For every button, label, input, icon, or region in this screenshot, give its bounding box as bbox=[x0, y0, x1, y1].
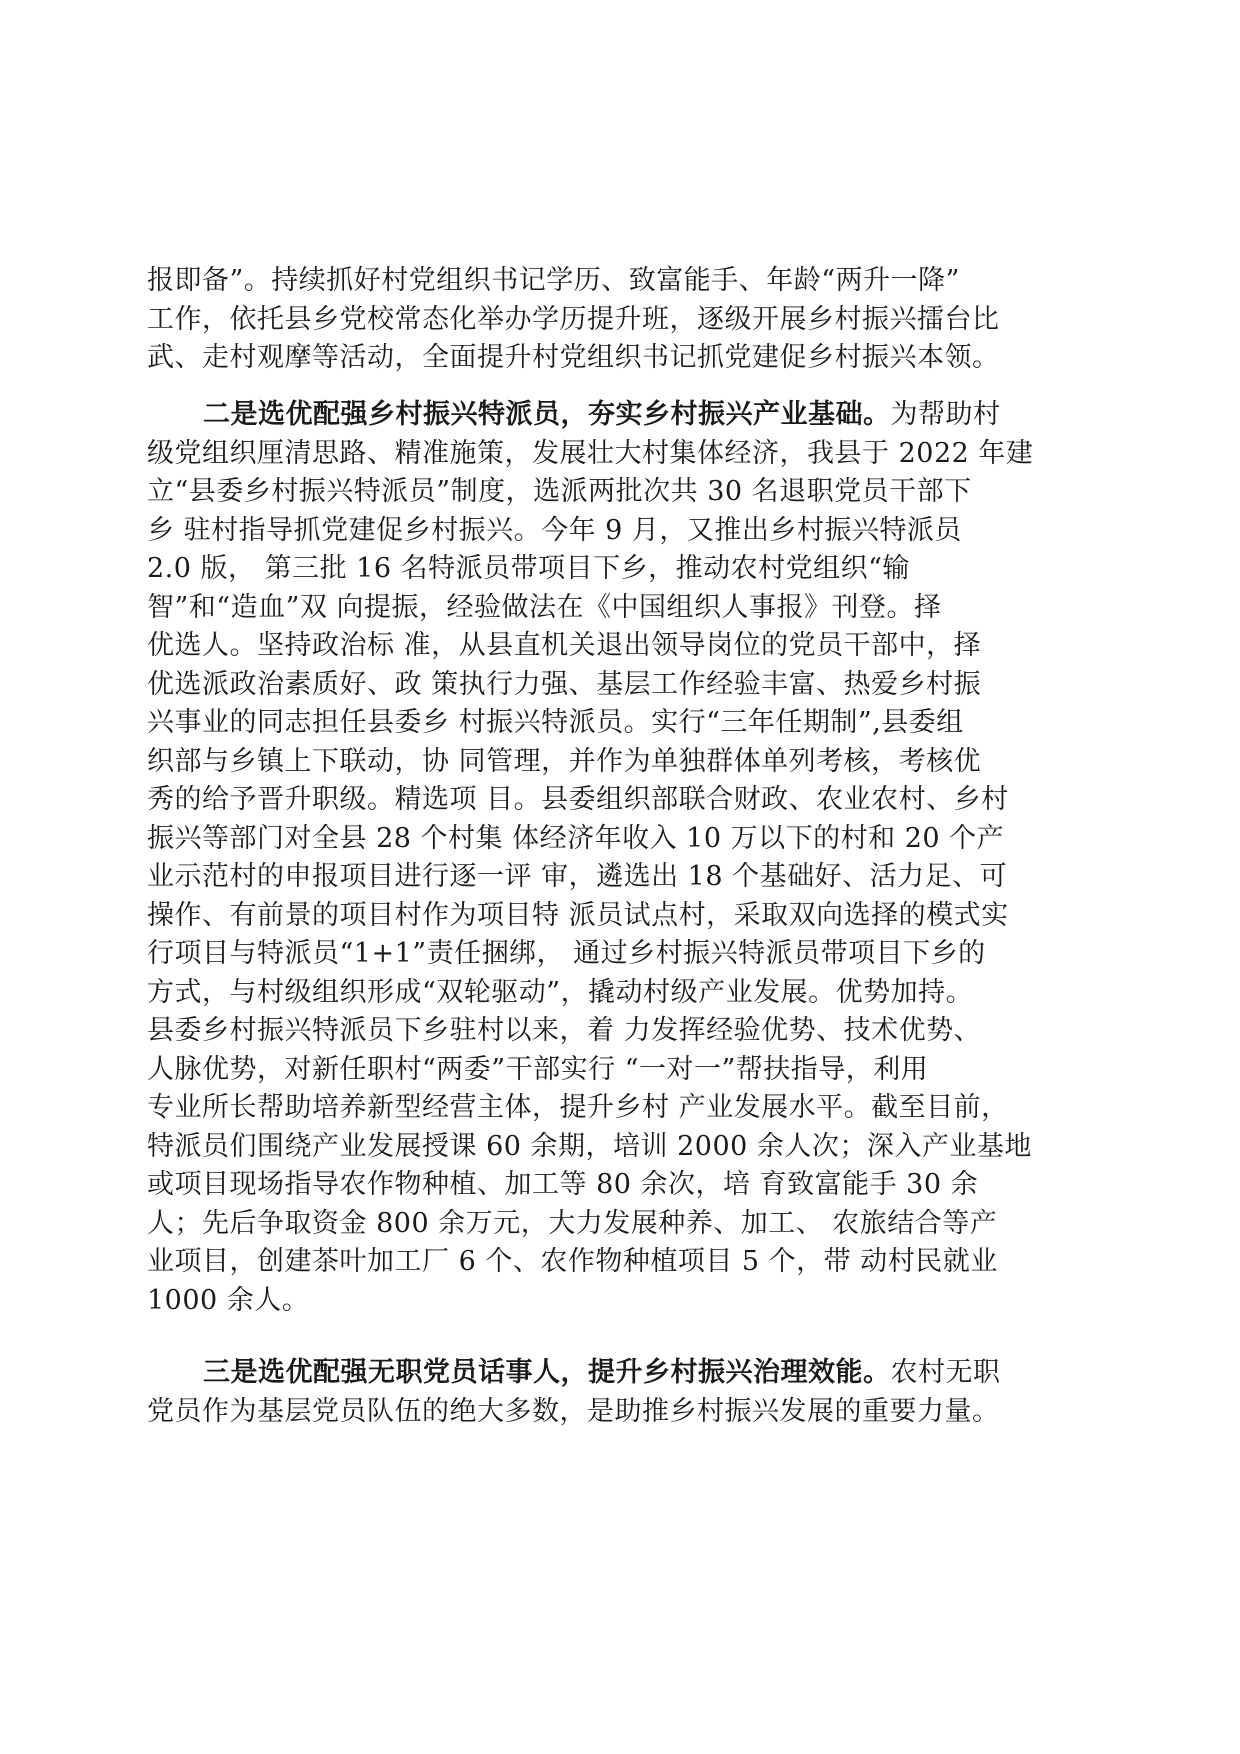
text-line: 智”和“造血”双 向提振，经验做法在《中国组织人事报》刊登。择 bbox=[147, 591, 942, 623]
text-line: 党员作为基层党员队伍的绝大多数，是助推乡村振兴发展的重要力量。 bbox=[147, 1395, 1000, 1427]
paragraph-2 bbox=[147, 396, 1087, 1320]
text-line: 操作、有前景的项目村作为项目特 派员试点村，采取双向选择的模式实 bbox=[147, 899, 1009, 931]
paragraph-1 bbox=[147, 262, 1087, 378]
text-line: 特派员们围绕产业发展授课 60 余期，培训 2000 余人次；深入产业基地 bbox=[147, 1130, 1032, 1162]
text-line: 1000 余人。 bbox=[147, 1284, 310, 1316]
text-line: 方式，与村级组织形成“双轮驱动”，撬动村级产业发展。优势加持。 bbox=[147, 976, 974, 1008]
text-line: 人脉优势，对新任职村“两委”干部实行 “一对一”帮扶指导，利用 bbox=[147, 1053, 929, 1085]
text-line: 报即备”。持续抓好村党组织书记学历、致富能手、年龄“两升一降” bbox=[147, 265, 960, 296]
text-line: 2.0 版， 第三批 16 名特派员带项目下乡，推动农村党组织“输 bbox=[147, 553, 910, 584]
text-line: 武、走村观摩等活动，全面提升村党组织书记抓党建促乡村振兴本领。 bbox=[147, 342, 1000, 373]
paragraph-heading: 二是选优配强乡村振兴特派员，夯实乡村振兴产业基础。 bbox=[203, 399, 891, 430]
paragraph-first-line-text: 为帮助村 bbox=[890, 399, 1001, 430]
text-line: 立“县委乡村振兴特派员”制度，选派两批次共 30 名退职党员干部下 bbox=[147, 476, 972, 507]
text-line: 振兴等部门对全县 28 个村集 体经济年收入 10 万以下的村和 20 个产 bbox=[147, 822, 1005, 854]
text-line: 乡 驻村指导抓党建促乡村振兴。今年 9 月，又推出乡村振兴特派员 bbox=[147, 514, 962, 546]
text-line: 优选人。坚持政治标 准，从县直机关退出领导岗位的党员干部中，择 bbox=[147, 630, 982, 661]
text-line: 行项目与特派员“1+1”责任捆绑， 通过乡村振兴特派员带项目下乡的 bbox=[147, 938, 986, 969]
text-line: 县委乡村振兴特派员下乡驻村以来，着 力发挥经验优势、技术优势、 bbox=[147, 1015, 982, 1046]
text-line: 织部与乡镇上下联动，协 同管理，并作为单独群体单列考核，考核优 bbox=[147, 745, 982, 777]
text-line: 级党组织厘清思路、精准施策，发展壮大村集体经济，我县于 2022 年建 bbox=[147, 437, 1034, 469]
text-line: 业示范村的申报项目进行逐一评 审，遴选出 18 个基础好、活力足、可 bbox=[147, 861, 1008, 892]
text-line: 专业所长帮助培养新型经营主体，提升乡村 产业发展水平。截至目前， bbox=[147, 1092, 1009, 1123]
text-line: 业项目，创建茶叶加工厂 6 个、农作物种植项目 5 个，带 动村民就业 bbox=[147, 1246, 998, 1277]
text-line: 秀的给予晋升职级。精选项 目。县委组织部联合财政、农业农村、乡村 bbox=[147, 784, 1009, 815]
paragraph-first-line-text: 农村无职 bbox=[890, 1357, 1001, 1388]
paragraph-3 bbox=[147, 1354, 1087, 1431]
text-line: 优选派政治素质好、政 策执行力强、基层工作经验丰富、热爱乡村振 bbox=[147, 668, 982, 700]
text-line: 工作，依托县乡党校常态化举办学历提升班，逐级开展乡村振兴擂台比 bbox=[147, 303, 1000, 335]
text-line: 人；先后争取资金 800 余万元，大力发展种养、加工、 农旅结合等产 bbox=[147, 1207, 998, 1239]
paragraph-first-line bbox=[147, 396, 1087, 435]
paragraph-heading: 三是选优配强无职党员话事人，提升乡村振兴治理效能。 bbox=[203, 1357, 891, 1388]
text-line: 兴事业的同志担任县委乡 村振兴特派员。实行“三年任期制”,县委组 bbox=[147, 707, 964, 738]
paragraph-first-line bbox=[147, 1354, 1087, 1393]
text-line: 或项目现场指导农作物种植、加工等 80 余次，培 育致富能手 30 余 bbox=[147, 1169, 979, 1200]
